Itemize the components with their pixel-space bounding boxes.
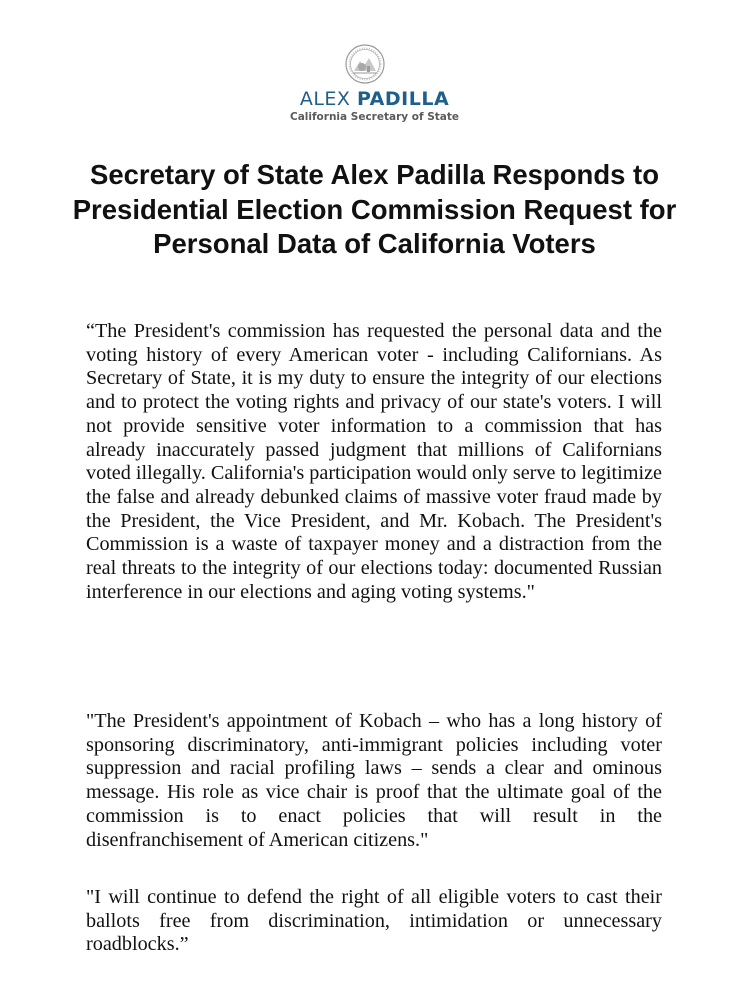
state-seal-icon — [345, 44, 385, 84]
logo-last-name: PADILLA — [357, 88, 450, 110]
logo-first-name: ALEX — [299, 88, 351, 110]
logo-subtitle: California Secretary of State — [290, 111, 459, 123]
press-release-headline: Secretary of State Alex Padilla Responds to Presidential Election Commission Request for Personal Data of California Voters — [72, 159, 677, 259]
statement-paragraph-2: "The President's appointment of Kobach – who has a long history of sponsoring discriminatory, anti-immigrant policies including voter suppression and racial profiling laws – sends a clear and ominous message. His role as vice chair is proof that the ultimate goal of the commission is to enact policies that will result in the disenfranchisement of American citizens." — [86, 710, 662, 851]
logo-wordmark — [0, 88, 749, 110]
statement-paragraph-1: “The President's commission has requested the personal data and the voting history of every American voter - including Californians. As Secretary of State, it is my duty to ensure the integrity of our elections and to protect the voting rights and privacy of our state's voters. I will not provide sensitive voter information to a commission that has already inaccurately passed judgment that millions of Californians voted illegally. California's participation would only serve to legitimize the false and already debunked claims of massive voter fraud made by the President, the Vice President, and Mr. Kobach. The President's Commission is a waste of taxpayer money and a distraction from the real threats to the integrity of our elections today: documented Russian interference in our elections and aging voting systems." — [86, 320, 662, 603]
letterhead — [0, 0, 749, 130]
statement-paragraph-3: "I will continue to defend the right of all eligible voters to cast their ballots free from discrimination, intimidation or unnecessary roadblocks.” — [86, 886, 662, 956]
